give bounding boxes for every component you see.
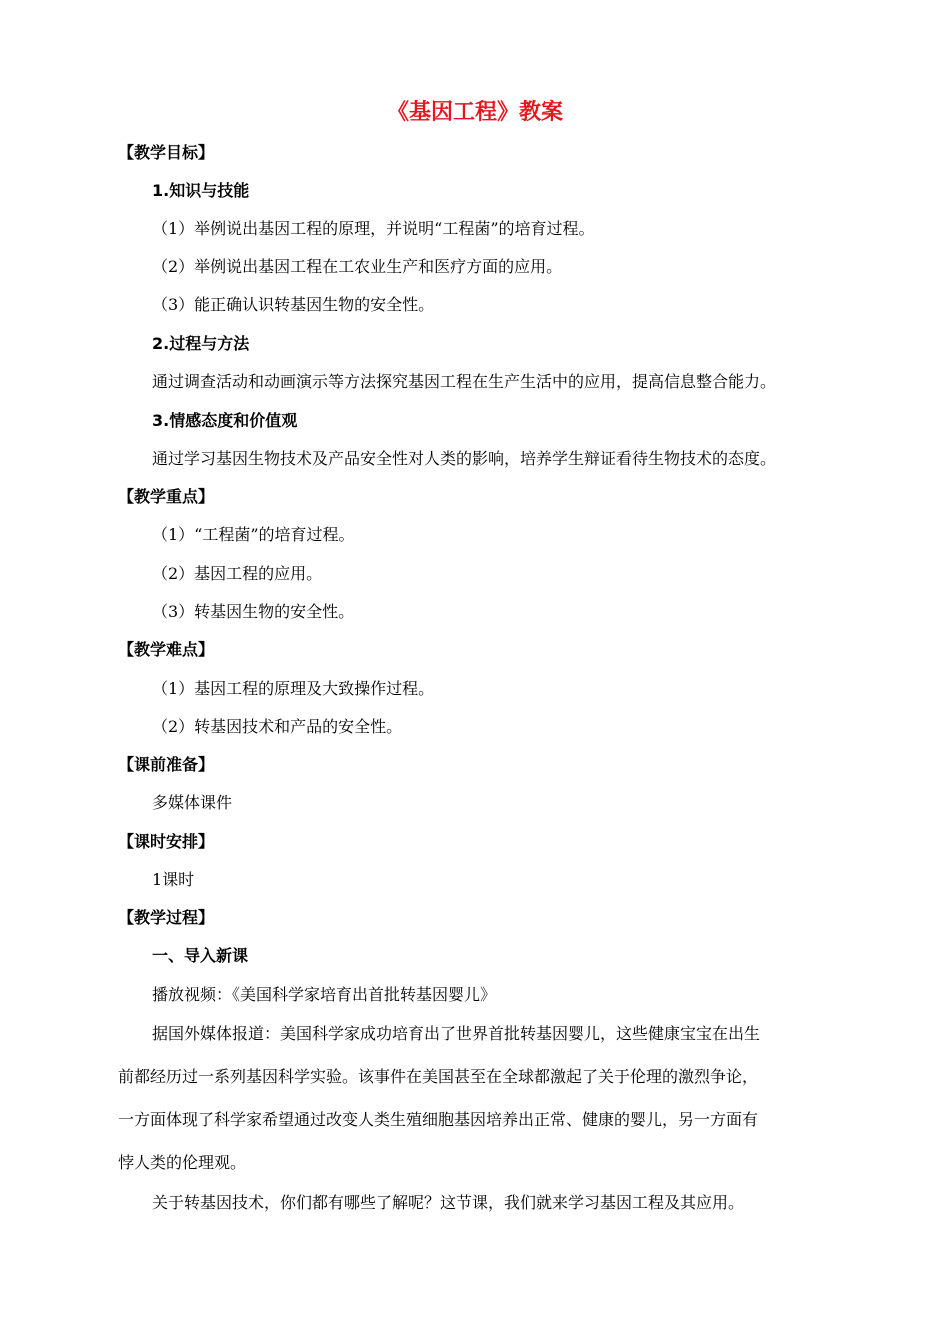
key-point-item: （3）转基因生物的安全性。 — [152, 602, 355, 621]
key-point-item: （2）基因工程的应用。 — [152, 564, 323, 583]
schedule-heading: 【课时安排】 — [118, 832, 215, 851]
process-method-text: 通过调查活动和动画演示等方法探究基因工程在生产生活中的应用，提高信息整合能力。 — [152, 372, 777, 391]
key-points-heading: 【教学重点】 — [118, 487, 215, 506]
knowledge-item: （3）能正确认识转基因生物的安全性。 — [152, 295, 435, 314]
difficulties-heading: 【教学难点】 — [118, 640, 215, 659]
process-method-heading: 2.过程与方法 — [152, 334, 250, 353]
objectives-heading: 【教学目标】 — [118, 143, 215, 162]
teaching-process-heading: 【教学过程】 — [118, 908, 215, 927]
video-line: 播放视频：《美国科学家培育出首批转基因婴儿》 — [152, 985, 497, 1004]
paragraph-line: 一方面体现了科学家希望通过改变人类生殖细胞基因培养出正常、健康的婴儿，另一方面有 — [118, 1110, 759, 1129]
attitude-text: 通过学习基因生物技术及产品安全性对人类的影响，培养学生辩证看待生物技术的态度。 — [152, 449, 777, 468]
knowledge-item: （2）举例说出基因工程在工农业生产和医疗方面的应用。 — [152, 257, 563, 276]
knowledge-item: （1）举例说出基因工程的原理，并说明“工程菌”的培育过程。 — [152, 219, 595, 238]
preparation-text: 多媒体课件 — [152, 793, 233, 812]
preparation-heading: 【课前准备】 — [118, 755, 215, 774]
attitude-heading: 3.情感态度和价值观 — [152, 411, 298, 430]
difficulty-item: （2）转基因技术和产品的安全性。 — [152, 717, 403, 736]
paragraph-line: 据国外媒体报道：美国科学家成功培育出了世界首批转基因婴儿，这些健康宝宝在出生 — [152, 1024, 761, 1043]
key-point-item: （1）“工程菌”的培育过程。 — [152, 525, 355, 544]
difficulty-item: （1）基因工程的原理及大致操作过程。 — [152, 679, 435, 698]
closing-line: 关于转基因技术，你们都有哪些了解呢？这节课，我们就来学习基因工程及其应用。 — [152, 1193, 745, 1212]
knowledge-heading: 1.知识与技能 — [152, 181, 250, 200]
paragraph-line: 前都经历过一系列基因科学实验。该事件在美国甚至在全球都激起了关于伦理的激烈争论， — [118, 1067, 759, 1086]
paragraph-line: 悖人类的伦理观。 — [118, 1153, 247, 1172]
intro-heading: 一、导入新课 — [152, 946, 249, 965]
document-title: 《基因工程》教案 — [386, 100, 563, 125]
schedule-text: 1课时 — [152, 870, 195, 889]
